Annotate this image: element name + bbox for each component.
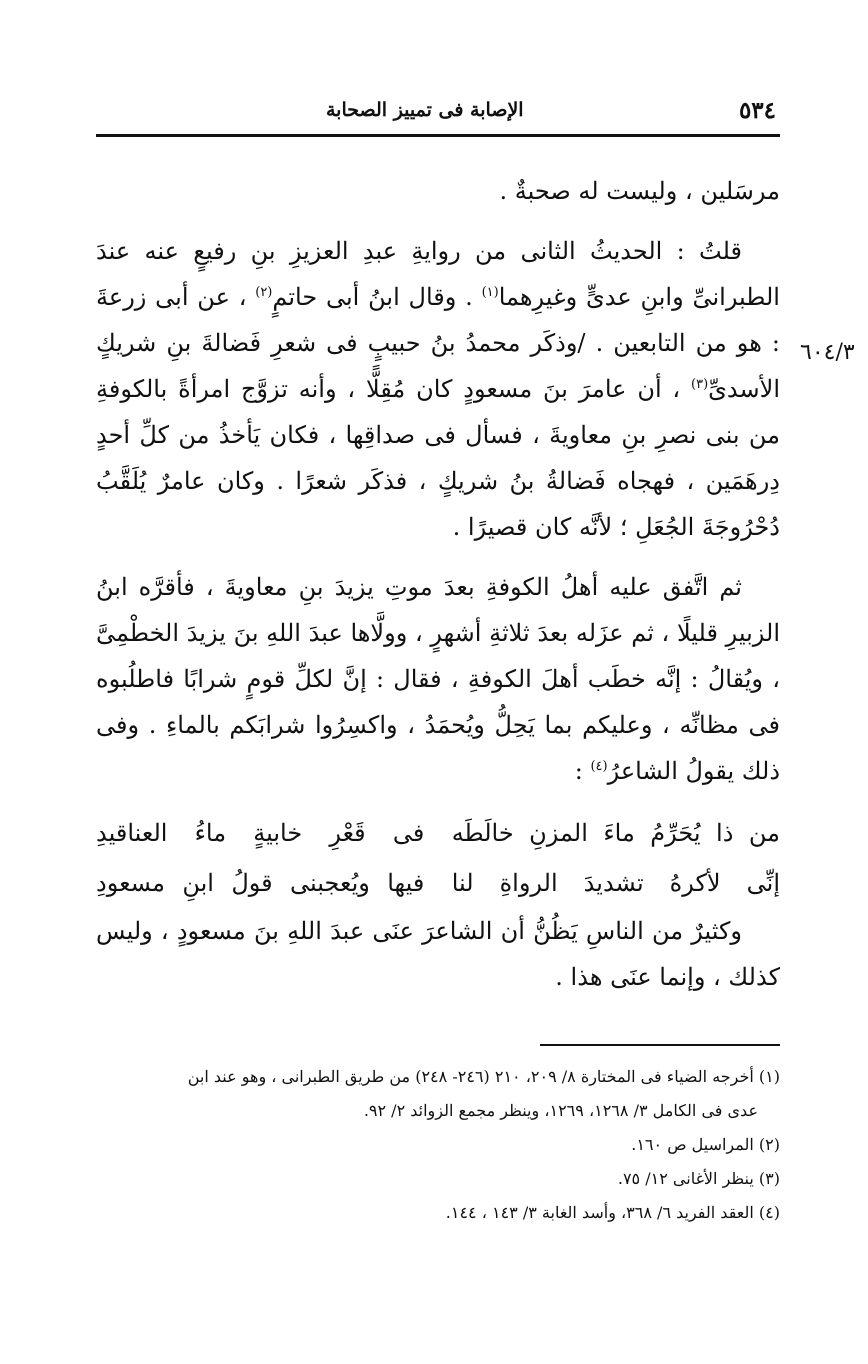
header-rule: [96, 134, 780, 137]
footnote-1: [96, 1060, 780, 1128]
margin-reference: ٦٠٤/٣: [800, 340, 855, 365]
paragraph-3-part-a: ثم اتَّفق عليه أهلُ الكوفةِ بعدَ موتِ يزيدَ بنِ معاويةَ ، فأقرَّه ابنُ الزبيرِ قليلًا ، ثم عزَله بعدَ ثلاثةِ أشهرٍ ، وولَّاها عبدَ اللهِ بنَ يزيدَ الخطْمِىَّ ، ويُقالُ : إنَّه خطَب أهلَ الكوفةِ ، فقال : إنَّ لكلِّ قومٍ شرابًا فاطلُبوه فى مظانِّه ، وعليكم بما يَحِلُّ ويُحمَدُ ، واكسِرُوا شرابَكم بالماءِ . وفى ذلك يقولُ الشاعرُ: [96, 573, 780, 785]
poem: [96, 808, 780, 908]
paragraph-3: [96, 564, 780, 794]
main-text: [96, 168, 780, 1000]
paragraph-3-part-b: :: [574, 757, 583, 785]
paragraph-2-part-d: ، أن عامرَ بنَ مسعودٍ كان مُقِلًّا ، وأنه تزوَّج امرأةً بالكوفةِ من بنى نصرِ بنِ معاويةَ ، فسأل فى صداقِها ، فكان يَأخذُ من كلِّ أحدٍ دِرهَمَين ، فهجاه فَضالةُ بنُ شريكٍ ، فذكَر شعرًا . وكان عامرٌ يُلَقَّبُ دُحْرُوجَةَ الجُعَلِ ؛ لأنَّه كان قصيرًا .: [96, 375, 780, 541]
verse-line: [96, 808, 780, 858]
paragraph-2-part-c: ، عن أبى زرعةَ : هو من التابعين . /وذكَر محمدُ بنُ حبيبٍ فى شعرِ فَضالةَ بنِ شريكٍ الأسدىِّ: [96, 283, 781, 403]
paragraph-1: مرسَلين ، وليست له صحبةٌ .: [499, 177, 780, 205]
running-title: الإصابة فى تمييز الصحابة: [326, 99, 524, 121]
footnote-3: (٣) ينظر الأغانى ١٢/ ٧٥.: [617, 1169, 780, 1188]
footnote-rule: [540, 1044, 780, 1046]
footnote-4: (٤) العقد الفريد ٦/ ٣٦٨، وأسد الغابة ٣/ ١٤٣ ، ١٤٤.: [445, 1203, 780, 1222]
footnote-ref-3: (٣): [691, 377, 709, 392]
paragraph-2: [96, 228, 780, 550]
verse-hemistich-first: من ذا يُحَرِّمُ ماءَ المزنِ خالَطَه: [451, 819, 780, 847]
footnote-2: (٢) المراسيل ص ١٦٠.: [631, 1135, 780, 1154]
footnote-ref-2: (٢): [255, 285, 273, 300]
footnotes: [96, 1060, 780, 1230]
paragraph-2-part-b: . وقال ابنُ أبى حاتمٍ: [272, 283, 473, 311]
footnote-ref-4: (٤): [590, 759, 608, 774]
verse-hemistich-second: فيها ويُعجبنى قولُ ابنِ مسعودِ: [96, 869, 425, 897]
footnote-1-line-1: (١) أخرجه الضياء فى المختارة ٨/ ٢٠٩، ٢١٠ (٢٤٦- ٢٤٨) من طريق الطبرانى ، وهو عند ابن: [187, 1067, 780, 1086]
verse-hemistich-first: إنِّى لأكرهُ تشديدَ الرواةِ لنا: [451, 869, 780, 897]
paragraph-2-part-a: قلتُ : الحديثُ الثانى من روايةِ عبدِ العزيزِ بنِ رفيعٍ عنه عندَ الطبرانىِّ وابنِ عدىٍّ وغيرِهما: [96, 237, 780, 311]
verse-line: [96, 858, 780, 908]
footnote-ref-1: (١): [481, 285, 499, 300]
footnote-1-line-2: عدى فى الكامل ٣/ ١٢٦٨، ١٢٦٩، وينظر مجمع الزوائد ٢/ ٩٢.: [363, 1101, 758, 1120]
page-number: ٥٣٤: [738, 96, 776, 124]
paragraph-4: وكثيرٌ من الناسِ يَظُنُّ أن الشاعرَ عنَى عبدَ اللهِ بنَ مسعودٍ ، وليس كذلك ، وإنما عنَى هذا .: [96, 917, 780, 991]
verse-hemistich-second: فى قَعْرِ خابيةٍ ماءُ العناقيدِ: [96, 819, 425, 847]
page-header: [96, 92, 776, 128]
